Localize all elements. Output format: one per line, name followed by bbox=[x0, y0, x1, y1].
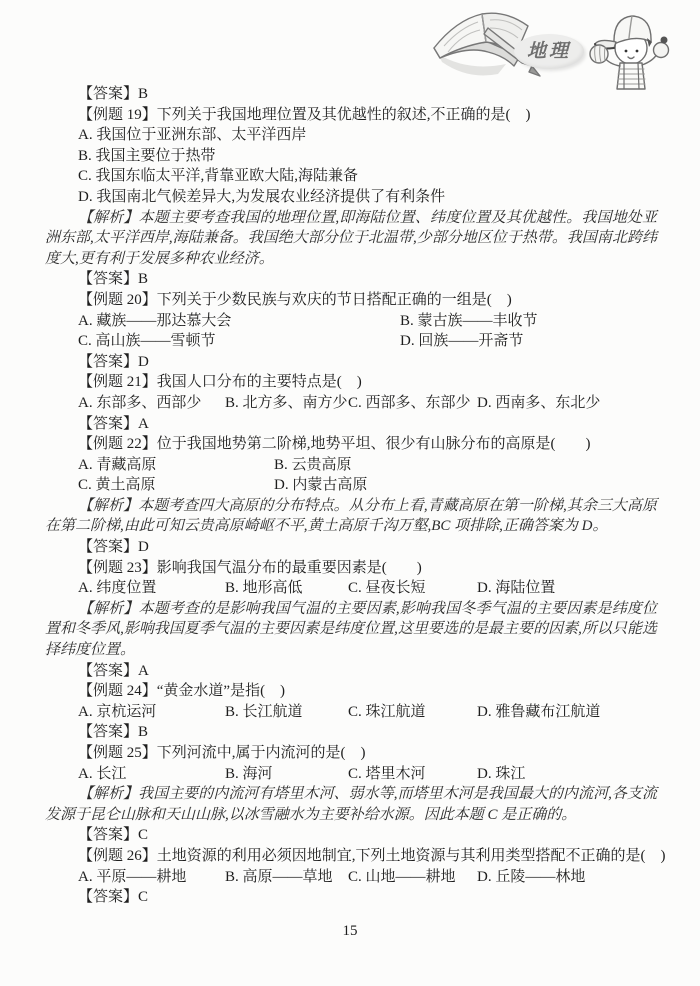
answer-line: 【答案】C bbox=[78, 827, 149, 844]
answer-line: 【答案】A bbox=[78, 415, 149, 432]
option-item: C. 山地——耕地 bbox=[348, 868, 456, 885]
answer-line: 【答案】B bbox=[78, 86, 149, 102]
question-line: 【例题 25】下列河流中,属于内流河的是( ) bbox=[78, 745, 366, 761]
subject-label: 地理 bbox=[526, 41, 571, 62]
student-illustration bbox=[583, 2, 683, 96]
option-item: D. 珠江 bbox=[477, 765, 526, 782]
answer-line: 【答案】A bbox=[78, 662, 149, 679]
option-item: A. 东部多、西部少 bbox=[78, 394, 202, 411]
option-item: C. 昼夜长短 bbox=[348, 580, 426, 597]
answer-line: 【答案】B bbox=[78, 724, 149, 741]
page-number: 15 bbox=[342, 923, 358, 939]
option-item: A. 平原——耕地 bbox=[78, 868, 187, 885]
option-line: B. 我国主要位于热带 bbox=[78, 147, 216, 164]
answer-line: 【答案】D bbox=[78, 539, 149, 556]
option-item: C. 西部多、东部少 bbox=[348, 394, 471, 411]
option-item: D. 丘陵——林地 bbox=[477, 868, 586, 885]
option-item: B. 高原——草地 bbox=[225, 868, 333, 885]
option-item: A. 长江 bbox=[78, 765, 127, 782]
answer-line: 【答案】C bbox=[78, 889, 149, 906]
option-item: C. 黄土高原 bbox=[78, 477, 156, 494]
options-row bbox=[45, 764, 657, 785]
option-line: D. 我国南北气候差异大,为发展农业经济提供了有利条件 bbox=[78, 188, 446, 205]
question-line: 【例题 22】位于我国地势第二阶梯,地势平坦、很少有山脉分布的高原是( ) bbox=[78, 436, 591, 453]
option-item: B. 地形高低 bbox=[225, 580, 303, 597]
answer-line: 【答案】D bbox=[78, 353, 149, 370]
option-item: D. 雅鲁藏布江航道 bbox=[477, 703, 601, 720]
document-content bbox=[45, 84, 666, 908]
option-item: D. 海陆位置 bbox=[477, 580, 556, 597]
option-item: A. 京杭运河 bbox=[78, 703, 157, 720]
subject-bubble bbox=[514, 34, 584, 69]
question-line: 【例题 19】下列关于我国地理位置及其优越性的叙述,不正确的是( ) bbox=[78, 106, 531, 123]
question-line: 【例题 23】影响我国气温分布的最重要因素是( ) bbox=[78, 559, 422, 576]
options-row bbox=[45, 867, 657, 888]
option-item: A. 青藏高原 bbox=[78, 456, 157, 473]
option-item: A. 纬度位置 bbox=[78, 580, 157, 597]
question-line: 【例题 21】我国人口分布的主要特点是( ) bbox=[78, 374, 362, 391]
header-illustration bbox=[428, 2, 683, 96]
question-line: 【例题 24】“黄金水道”是指( ) bbox=[78, 683, 286, 700]
analysis-paragraph: 【解析】本题主要考查我国的地理位置,即海陆位置、纬度位置及其优越性。我国地处亚洲东部,太平洋西岸,海陆兼备。我国绝大部分位于北温带,少部分地区位于热带。我国南北跨纬度大,更有利于发展多种农业经济。 bbox=[45, 209, 657, 267]
options-row bbox=[45, 311, 657, 332]
analysis-paragraph: 【解析】我国主要的内流河有塔里木河、弱水等,而塔里木河是我国最大的内流河,各支流发源于昆仑山脉和天山山脉,以冰雪融水为主要补给水源。因此本题 C 是正确的。 bbox=[45, 786, 657, 823]
options-row bbox=[45, 455, 657, 476]
options-row bbox=[45, 475, 657, 496]
analysis-paragraph: 【解析】本题考查的是影响我国气温的主要因素,影响我国冬季气温的主要因素是纬度位置和冬季风,影响我国夏季气温的主要因素是纬度位置,这里要选的是最主要的因素,所以只能选择纬度位置。 bbox=[45, 600, 657, 659]
option-item: B. 北方多、南方少 bbox=[225, 394, 348, 411]
option-item: B. 长江航道 bbox=[225, 703, 303, 720]
question-line: 【例题 20】下列关于少数民族与欢庆的节日搭配正确的一组是( ) bbox=[78, 291, 512, 308]
option-line: C. 我国东临太平洋,背靠亚欧大陆,海陆兼备 bbox=[78, 168, 359, 185]
option-item: B. 海河 bbox=[225, 765, 273, 782]
options-row bbox=[45, 393, 657, 414]
option-item: B. 云贵高原 bbox=[274, 456, 352, 473]
options-row bbox=[45, 331, 657, 352]
option-item: B. 蒙古族——丰收节 bbox=[400, 312, 538, 329]
option-line: A. 我国位于亚洲东部、太平洋西岸 bbox=[78, 127, 307, 144]
analysis-paragraph: 【解析】本题考查四大高原的分布特点。从分布上看,青藏高原在第一阶梯,其余三大高原在第二阶梯,由此可知云贵高原崎岖不平,黄土高原千沟万壑,BC 项排除,正确答案为 D。 bbox=[45, 497, 657, 535]
options-row bbox=[45, 578, 657, 599]
option-item: A. 藏族——那达慕大会 bbox=[78, 312, 232, 329]
options-row bbox=[45, 702, 657, 723]
option-item: C. 珠江航道 bbox=[348, 703, 426, 720]
option-item: D. 西南多、东北少 bbox=[477, 394, 601, 411]
option-item: C. 塔里木河 bbox=[348, 765, 426, 782]
option-item: D. 回族——开斋节 bbox=[400, 333, 524, 350]
question-line: 【例题 26】土地资源的利用必须因地制宜,下列土地资源与其利用类型搭配不正确的是( ) bbox=[78, 847, 666, 864]
option-item: C. 高山族——雪顿节 bbox=[78, 333, 216, 350]
answer-line: 【答案】B bbox=[78, 271, 149, 288]
option-item: D. 内蒙古高原 bbox=[274, 477, 368, 494]
